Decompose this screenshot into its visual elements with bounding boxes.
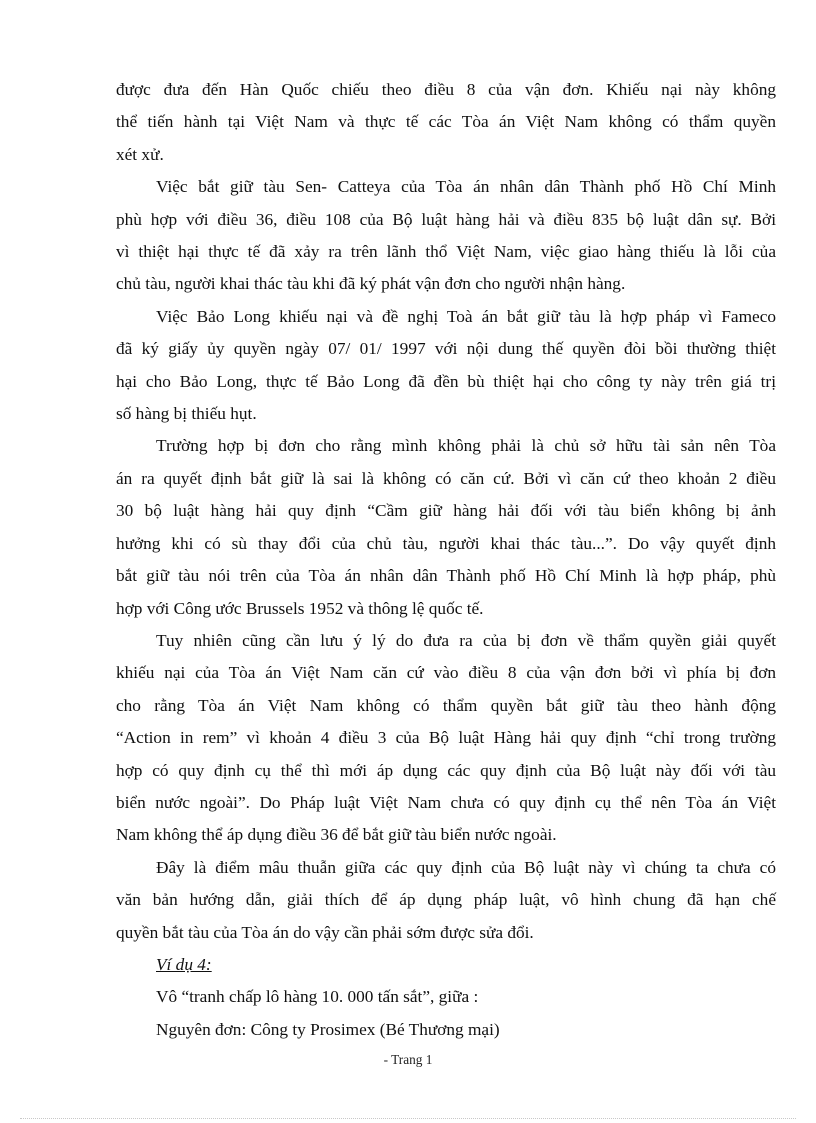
- text-line: đã ký giấy ủy quyền ngày 07/ 01/ 1997 với nội dung thế quyền đòi bồi thường thiệt: [116, 339, 776, 359]
- example-case-line: Vô “tranh chấp lô hàng 10. 000 tấn sắt”, giữa :: [156, 987, 479, 1007]
- example-plaintiff-line: Nguyên đơn: Công ty Prosimex (Bé Thương mại): [156, 1019, 500, 1039]
- paragraph: [116, 430, 776, 624]
- text-line: quyền bắt tàu của Tòa án do vậy cần phải sớm được sửa đổi.: [116, 922, 534, 942]
- document-body: [116, 74, 776, 1046]
- text-line: cho rằng Tòa án Việt Nam không có thẩm quyền bắt giữ tàu theo hành động: [116, 695, 776, 715]
- text-line: thể tiến hành tại Việt Nam và thực tế các Tòa án Việt Nam không có thẩm quyền: [116, 112, 776, 132]
- example-heading: [156, 949, 776, 981]
- text-line: hại cho Bảo Long, thực tế Bảo Long đã đền bù thiệt hại cho công ty này trên giá trị: [116, 371, 776, 391]
- paragraph: [116, 74, 776, 171]
- page-bottom-divider: [20, 1118, 796, 1119]
- text-line: chủ tàu, người khai thác tàu khi đã ký phát vận đơn cho người nhận hàng.: [116, 274, 626, 294]
- text-line: xét xử.: [116, 144, 164, 164]
- text-line: phù hợp với điều 36, điều 108 của Bộ luật hàng hải và điều 835 bộ luật dân sự. Bởi: [116, 209, 776, 229]
- text-line: hợp có quy định cụ thể thì mới áp dụng các quy định của Bộ luật này đối với tàu: [116, 760, 776, 780]
- text-line: số hàng bị thiếu hụt.: [116, 404, 257, 424]
- paragraph: [116, 852, 776, 949]
- paragraph: [116, 171, 776, 301]
- paragraph: [116, 301, 776, 431]
- text-line: Nam không thể áp dụng điều 36 để bắt giữ tàu biển nước ngoài.: [116, 825, 557, 845]
- text-line: hợp với Công ước Brussels 1952 và thông lệ quốc tế.: [116, 598, 484, 618]
- text-line: hưởng khi có sù thay đổi của chủ tàu, người khai thác tàu...”. Do vậy quyết định: [116, 533, 776, 553]
- text-line: vì thiệt hại thực tế đã xảy ra trên lãnh thổ Việt Nam, việc giao hàng thiếu là lỗi của: [116, 242, 776, 262]
- text-line: Trường hợp bị đơn cho rằng mình không phải là chủ sở hữu tài sản nên Tòa: [156, 436, 776, 456]
- text-line: khiếu nại của Tòa án Việt Nam căn cứ vào điều 8 của vận đơn bởi vì phía bị đơn: [116, 663, 776, 683]
- text-line: 30 bộ luật hàng hải quy định “Cầm giữ hàng hải đối với tàu biển không bị ảnh: [116, 501, 776, 521]
- text-line: Tuy nhiên cũng cần lưu ý lý do đưa ra của bị đơn về thẩm quyền giải quyết: [156, 630, 776, 650]
- paragraph: [116, 625, 776, 852]
- page-number: - Trang 1: [383, 1052, 433, 1067]
- text-line: “Action in rem” vì khoản 4 điều 3 của Bộ luật Hàng hải quy định “chỉ trong trường: [116, 728, 776, 748]
- example-label: Ví dụ 4:: [156, 954, 212, 974]
- text-line: Đây là điểm mâu thuẫn giữa các quy định của Bộ luật này vì chúng ta chưa có: [156, 857, 776, 877]
- text-line: Việc bắt giữ tàu Sen- Catteya của Tòa án nhân dân Thành phố Hồ Chí Minh: [156, 177, 776, 197]
- text-line: được đưa đến Hàn Quốc chiếu theo điều 8 của vận đơn. Khiếu nại này không: [116, 80, 776, 99]
- text-line: biển nước ngoài”. Do Pháp luật Việt Nam chưa có quy định cụ thể nên Tòa án Việt: [116, 792, 776, 812]
- text-line: bắt giữ tàu nói trên của Tòa án nhân dân Thành phố Hồ Chí Minh là hợp pháp, phù: [116, 566, 776, 586]
- text-line: Việc Bảo Long khiếu nại và đề nghị Toà án bắt giữ tàu là hợp pháp vì Fameco: [156, 306, 776, 326]
- text-line: văn bản hướng dẫn, giải thích để áp dụng pháp luật, vô hình chung đã hạn chế: [116, 890, 776, 910]
- text-line: án ra quyết định bắt giữ là sai là không có căn cứ. Bởi vì căn cứ theo khoản 2 điều: [116, 468, 776, 488]
